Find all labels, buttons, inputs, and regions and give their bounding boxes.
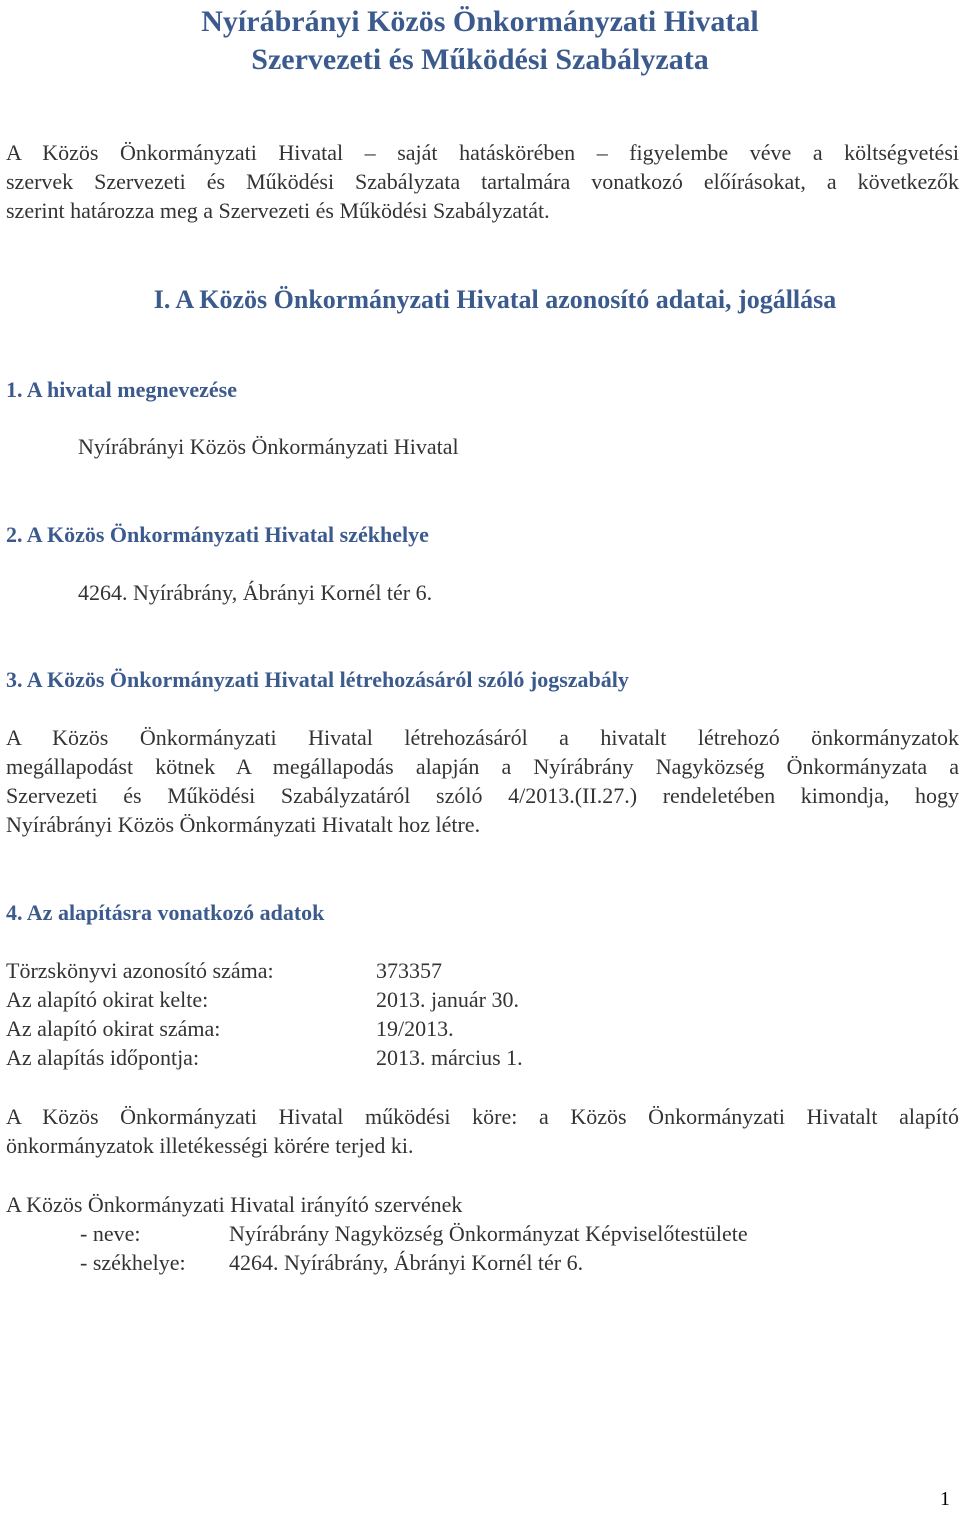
founding-data-value: 2013. március 1. bbox=[376, 1045, 523, 1070]
founding-data-label: Az alapítás időpontja: bbox=[6, 1045, 200, 1070]
founding-data-value: 2013. január 30. bbox=[376, 987, 519, 1012]
legal-basis-line: A Közös Önkormányzati Hivatal létrehozásáról a hivatalt létrehozó önkormányzatok bbox=[6, 725, 959, 750]
governing-name-value: Nyírábrány Nagyközség Önkormányzat Képviselőtestülete bbox=[229, 1221, 748, 1246]
intro-line: szervek Szervezeti és Működési Szabályzata tartalmára vonatkozó előírásokat, a következők bbox=[6, 169, 959, 194]
legal-basis-line: megállapodást kötnek A megállapodás alapján a Nyírábrány Nagyközség Önkormányzata a bbox=[6, 754, 959, 779]
founding-data-value: 373357 bbox=[376, 958, 442, 983]
subsection-3-heading: 3. A Közös Önkormányzati Hivatal létrehozásáról szóló jogszabály bbox=[6, 667, 629, 692]
subsection-1-heading: 1. A hivatal megnevezése bbox=[6, 377, 237, 402]
governing-name-label: - neve: bbox=[80, 1221, 141, 1246]
founding-data-label: Törzskönyvi azonosító száma: bbox=[6, 958, 274, 983]
intro-line: szerint határozza meg a Szervezeti és Működési Szabályzatát. bbox=[6, 198, 550, 223]
governing-body-heading: A Közös Önkormányzati Hivatal irányító szervének bbox=[6, 1192, 463, 1217]
intro-paragraph bbox=[6, 138, 959, 225]
subsection-4-heading: 4. Az alapításra vonatkozó adatok bbox=[6, 900, 325, 925]
governing-seat-value: 4264. Nyírábrány, Ábrányi Kornél tér 6. bbox=[229, 1250, 584, 1275]
section-1-heading: I. A Közös Önkormányzati Hivatal azonosító adatai, jogállása bbox=[153, 285, 837, 314]
legal-basis-line: Szervezeti és Működési Szabályzatáról szóló 4/2013.(II.27.) rendeletében kimondja, hogy bbox=[6, 783, 959, 808]
document-title-line-1: Nyírábrányi Közös Önkormányzati Hivatal bbox=[201, 5, 759, 38]
scope-paragraph bbox=[6, 1102, 959, 1160]
governing-seat-label: - székhelye: bbox=[80, 1250, 186, 1275]
document-title-line-2: Szervezeti és Működési Szabályzata bbox=[251, 43, 709, 76]
page-number: 1 bbox=[940, 1488, 950, 1510]
subsection-2-heading: 2. A Közös Önkormányzati Hivatal székhelye bbox=[6, 522, 429, 547]
scope-line: A Közös Önkormányzati Hivatal működési köre: a Közös Önkormányzati Hivatalt alapító bbox=[6, 1104, 959, 1129]
office-seat: 4264. Nyírábrány, Ábrányi Kornél tér 6. bbox=[78, 580, 433, 605]
legal-basis-paragraph bbox=[6, 723, 959, 839]
founding-data-label: Az alapító okirat száma: bbox=[6, 1016, 221, 1041]
intro-line: A Közös Önkormányzati Hivatal – saját hatáskörében – figyelembe véve a költségvetési bbox=[6, 140, 959, 165]
founding-data-label: Az alapító okirat kelte: bbox=[6, 987, 209, 1012]
office-name: Nyírábrányi Közös Önkormányzati Hivatal bbox=[78, 434, 459, 459]
legal-basis-line: Nyírábrányi Közös Önkormányzati Hivatalt hoz létre. bbox=[6, 812, 481, 837]
founding-data-value: 19/2013. bbox=[376, 1016, 454, 1041]
scope-line: önkormányzatok illetékességi körére terjed ki. bbox=[6, 1133, 414, 1158]
